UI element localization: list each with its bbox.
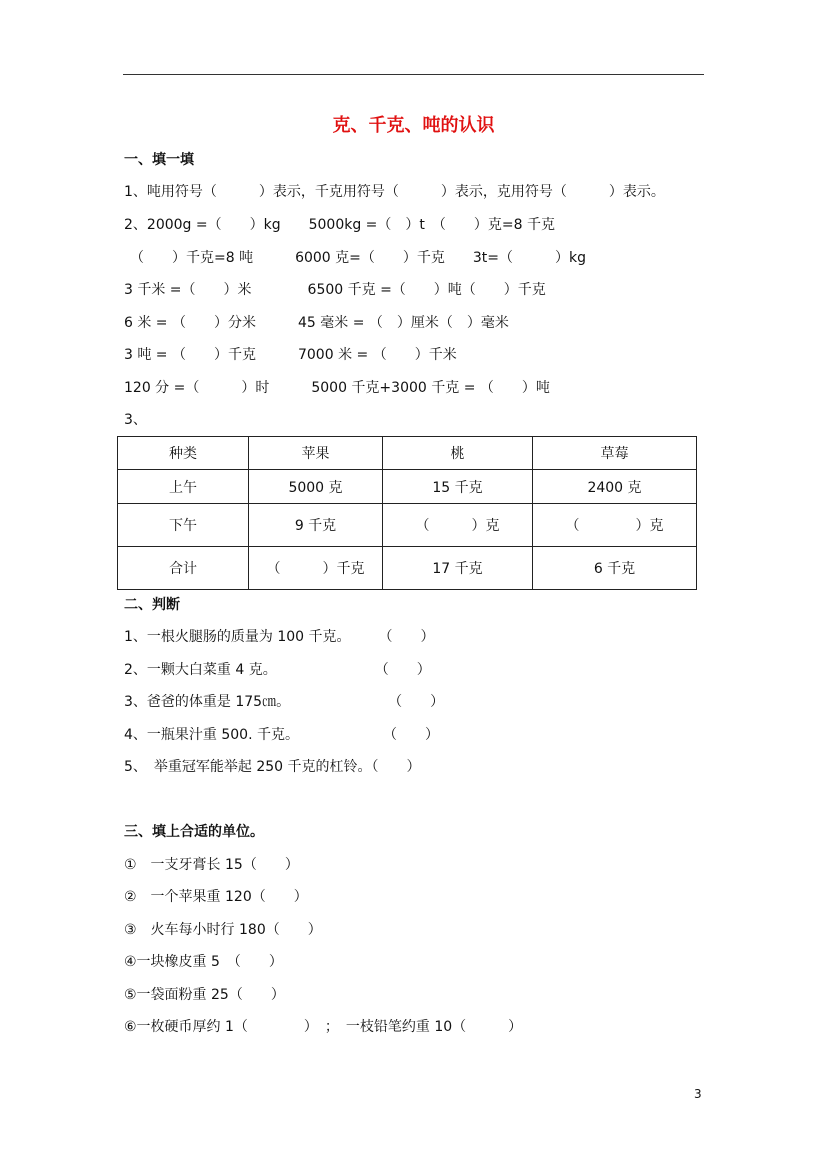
table-header-cell: 种类: [118, 437, 249, 470]
section1-line-1: 1、吨用符号（ ）表示，千克用符号（ ）表示，克用符号（ ）表示。: [124, 184, 665, 200]
section1-line-6: 3 吨 = （ ）千克 7000 米 = （ ）千米: [124, 347, 457, 363]
section3-line-3: ③ 火车每小时行 180（ ）: [124, 922, 322, 938]
section1-line-8: 3、: [124, 412, 147, 428]
section2-line-1: 1、一根火腿肠的质量为 100 千克。 （ ）: [124, 629, 435, 645]
section3-line-4: ④一块橡皮重 5 （ ）: [124, 954, 283, 970]
section3-line-2: ② 一个苹果重 120（ ）: [124, 889, 308, 905]
section3-line-1: ① 一支牙膏长 15（ ）: [124, 857, 299, 873]
table-cell: 9 千克: [249, 504, 383, 547]
table-cell: 合计: [118, 547, 249, 590]
table-cell: 上午: [118, 470, 249, 504]
table-cell: 15 千克: [383, 470, 533, 504]
table-header-row: [118, 437, 697, 470]
table-cell: 下午: [118, 504, 249, 547]
table-cell: 2400 克: [533, 470, 697, 504]
section1-line-5: 6 米 = （ ）分米 45 毫米 = （ ）厘米（ ）毫米: [124, 315, 509, 331]
table-row: [118, 470, 697, 504]
section1-line-7: 120 分 =（ ）时 5000 千克+3000 千克 = （ ）吨: [124, 380, 550, 396]
table-header-cell: 草莓: [533, 437, 697, 470]
table-header-cell: 桃: [383, 437, 533, 470]
table-cell: 6 千克: [533, 547, 697, 590]
section3-line-5: ⑤一袋面粉重 25（ ）: [124, 987, 285, 1003]
section2-line-4: 4、一瓶果汁重 500. 千克。 （ ）: [124, 727, 439, 743]
table-cell: 5000 克: [249, 470, 383, 504]
section3-line-6: ⑥一枚硬币厚约 1（ ） ； 一枝铅笔约重 10（ ）: [124, 1019, 523, 1035]
table-cell: （ ）克: [383, 504, 533, 547]
section1-heading: 一、填一填: [124, 152, 194, 168]
section3-heading: 三、填上合适的单位。: [124, 824, 264, 840]
table-row: [118, 504, 697, 547]
table-header-cell: 苹果: [249, 437, 383, 470]
section2-line-3: 3、爸爸的体重是 175㎝。 （ ）: [124, 694, 445, 710]
table-cell: 17 千克: [383, 547, 533, 590]
table-cell: （ ）千克: [249, 547, 383, 590]
section2-line-5: 5、 举重冠军能举起 250 千克的杠铃。（ ）: [124, 759, 421, 775]
section1-line-3: （ ）千克=8 吨 6000 克=（ ）千克 3t=（ ）kg: [130, 250, 587, 266]
section2-heading: 二、判断: [124, 597, 180, 613]
page-title: 克、千克、吨的认识: [332, 115, 495, 136]
section2-line-2: 2、一颗大白菜重 4 克。 （ ）: [124, 662, 431, 678]
header-rule: [123, 74, 704, 75]
fruit-weight-table: [117, 436, 697, 590]
page-number: 3: [694, 1087, 702, 1101]
table-row: [118, 547, 697, 590]
section1-line-4: 3 千米 =（ ）米 6500 千克 =（ ）吨（ ）千克: [124, 282, 546, 298]
table-cell: （ ）克: [533, 504, 697, 547]
section1-line-2: 2、2000g =（ ）kg 5000kg =（ ）t （ ）克=8 千克: [124, 217, 555, 233]
